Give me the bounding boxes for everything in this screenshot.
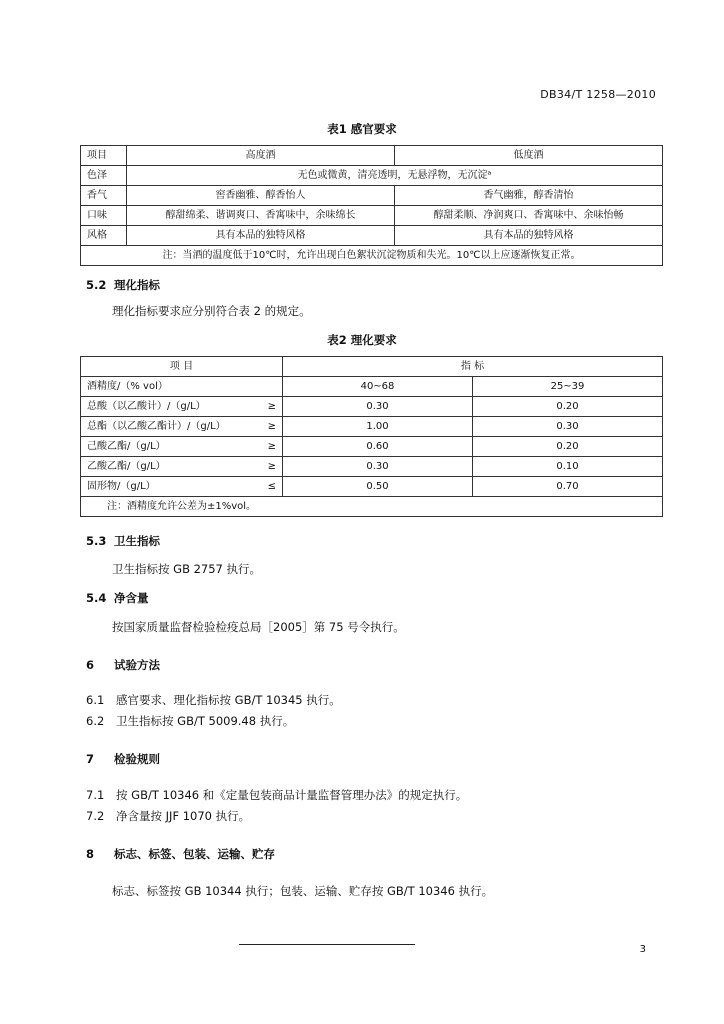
table-cell: [81, 397, 283, 417]
comparison-operator: ≥: [267, 441, 276, 452]
item-label: 总酯（以乙酸乙酯计）/（g/L）: [87, 421, 226, 432]
table-cell: 风格: [81, 226, 127, 246]
comparison-operator: ≤: [267, 481, 276, 492]
section-number: 5.3: [86, 534, 107, 548]
table-row: [81, 226, 663, 246]
section-number: 5.4: [86, 591, 107, 605]
section-5-4-heading: [86, 590, 149, 606]
section-8-heading: [86, 846, 275, 862]
table-row: [81, 166, 663, 186]
section-title: 理化指标: [114, 278, 161, 292]
section-title: 检验规则: [114, 752, 161, 766]
table1-caption: 表1 感官要求: [327, 122, 397, 136]
section-8-text: 标志、标签按 GB 10344 执行；包装、运输、贮存按 GB/T 10346 执行。: [112, 884, 494, 898]
document-code: DB34/T 1258—2010: [540, 88, 656, 101]
item-text: 感官要求、理化指标按 GB/T 10345 执行。: [116, 693, 341, 707]
table-cell: 0.30: [473, 417, 663, 437]
list-item: [86, 713, 294, 729]
item-label: 总酸（以乙酸计）/（g/L）: [87, 401, 206, 412]
table-cell: 0.60: [283, 437, 473, 457]
table-cell: 0.70: [473, 477, 663, 497]
table-cell: 醇甜柔顺、净润爽口、香寓味中、余味怡畅: [395, 206, 663, 226]
item-label: 己酸乙酯/（g/L）: [87, 441, 166, 452]
item-text: 按 GB/T 10346 和《定量包装商品计量监督管理办法》的规定执行。: [116, 788, 468, 802]
page-number: 3: [639, 944, 646, 955]
table-row: [81, 477, 663, 497]
comparison-operator: ≥: [267, 461, 276, 472]
table2-note: 注：酒精度允许公差为±1%vol。: [81, 497, 663, 517]
comparison-operator: ≥: [267, 421, 276, 432]
table2-header-item: 项 目: [81, 357, 283, 377]
table1-note: 注：当酒的温度低于10℃时，允许出现白色絮状沉淀物质和失光。10℃以上应逐渐恢复正常。: [81, 246, 663, 266]
table-row: [81, 457, 663, 477]
section-title: 试验方法: [114, 658, 161, 672]
table-row: [81, 186, 663, 206]
table-cell: 具有本品的独特风格: [395, 226, 663, 246]
table-cell: 香气幽雅，醇香清怡: [395, 186, 663, 206]
table-cell: 0.10: [473, 457, 663, 477]
item-label: 乙酸乙酯/（g/L）: [87, 461, 166, 472]
table1-header-low: 低度酒: [395, 146, 663, 166]
table-row: [81, 437, 663, 457]
item-number: 6.2: [86, 714, 105, 728]
section-number: 8: [86, 847, 95, 861]
section-5-2-heading: [86, 277, 160, 293]
section-title: 净含量: [114, 591, 149, 605]
section-title: 卫生指标: [114, 534, 161, 548]
table1-header-high: 高度酒: [127, 146, 395, 166]
table-cell: [81, 417, 283, 437]
table-cell: 醇甜绵柔、谐调爽口、香寓味中，余味绵长: [127, 206, 395, 226]
table-cell: 窖香幽雅、醇香怡人: [127, 186, 395, 206]
list-item: [86, 808, 250, 824]
table-cell: 口味: [81, 206, 127, 226]
table2-physicochemical: [80, 356, 663, 517]
section-title: 标志、标签、包装、运输、贮存: [114, 847, 276, 861]
table-row: [81, 357, 663, 377]
table-row: [81, 146, 663, 166]
item-number: 7.1: [86, 788, 105, 802]
footer-divider: [239, 944, 415, 945]
table-cell: 0.20: [473, 437, 663, 457]
list-item: [86, 787, 467, 803]
item-label: 酒精度/（% vol）: [87, 381, 168, 392]
table-row: [81, 497, 663, 517]
table-row: [81, 397, 663, 417]
list-item: [86, 692, 341, 708]
table2-header-index: 指 标: [283, 357, 663, 377]
section-number: 5.2: [86, 278, 107, 292]
section-5-3-text: 卫生指标按 GB 2757 执行。: [112, 562, 262, 576]
table-row: [81, 377, 663, 397]
table-cell: 0.20: [473, 397, 663, 417]
table-cell: 25~39: [473, 377, 663, 397]
section-number: 6: [86, 658, 95, 672]
section-7-heading: [86, 751, 160, 767]
table-row: [81, 206, 663, 226]
section-5-4-text: 按国家质量监督检验检疫总局［2005］第 75 号令执行。: [112, 620, 405, 634]
section-number: 7: [86, 752, 95, 766]
section-5-2-text: 理化指标要求应分别符合表 2 的规定。: [112, 304, 311, 318]
item-number: 7.2: [86, 809, 105, 823]
table-cell: 具有本品的独特风格: [127, 226, 395, 246]
table-cell: [81, 477, 283, 497]
item-number: 6.1: [86, 693, 105, 707]
table-row: [81, 417, 663, 437]
table-cell: 40~68: [283, 377, 473, 397]
table1-sensory: [80, 145, 663, 266]
table1-header-item: 项目: [81, 146, 127, 166]
table-cell: [81, 457, 283, 477]
table-cell: [81, 437, 283, 457]
table-cell: [81, 377, 283, 397]
item-text: 卫生指标按 GB/T 5009.48 执行。: [116, 714, 295, 728]
table-cell: 香气: [81, 186, 127, 206]
comparison-operator: ≥: [267, 401, 276, 412]
table-cell: 1.00: [283, 417, 473, 437]
table-cell: 无色或微黄，清亮透明，无悬浮物，无沉淀ᵃ: [127, 166, 663, 186]
table-cell: 0.30: [283, 397, 473, 417]
table-cell: 色泽: [81, 166, 127, 186]
table2-caption: 表2 理化要求: [327, 333, 397, 347]
section-6-heading: [86, 657, 160, 673]
item-text: 净含量按 JJF 1070 执行。: [116, 809, 251, 823]
section-5-3-heading: [86, 533, 160, 549]
table-cell: 0.50: [283, 477, 473, 497]
table-row: [81, 246, 663, 266]
table-cell: 0.30: [283, 457, 473, 477]
item-label: 固形物/（g/L）: [87, 481, 156, 492]
